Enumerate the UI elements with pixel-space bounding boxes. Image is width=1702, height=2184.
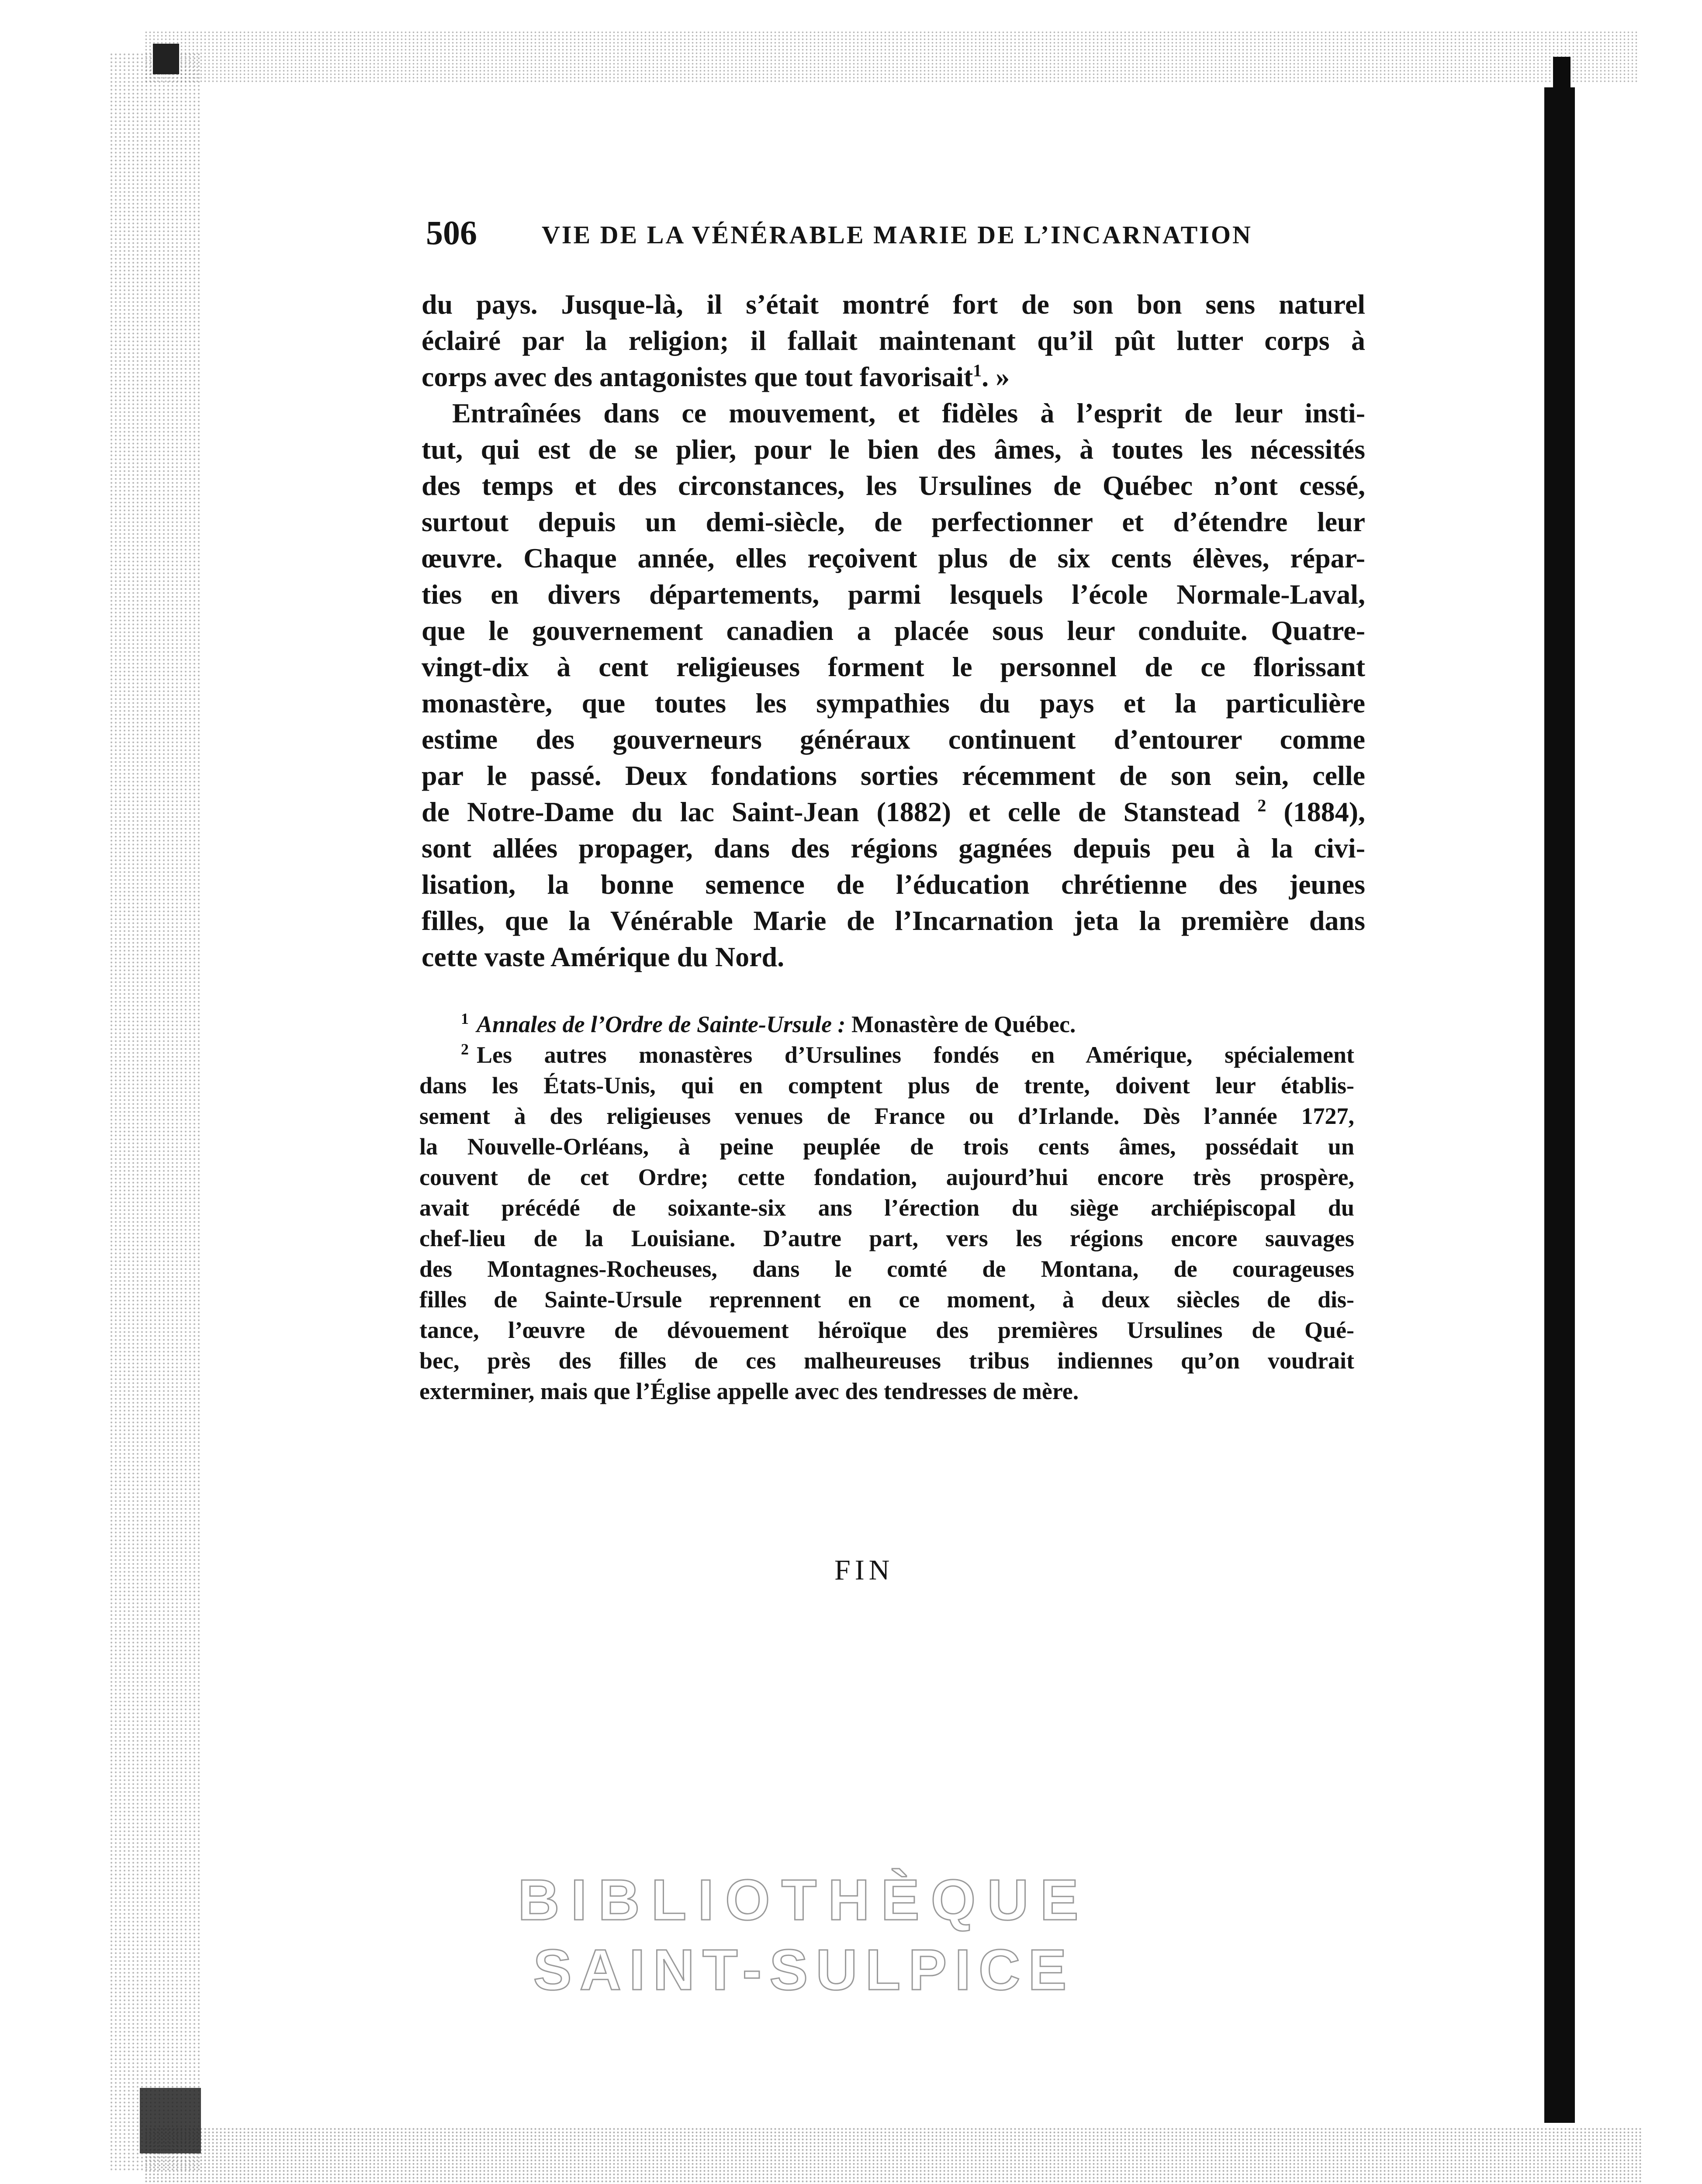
text-line: filles, que la Vénérable Marie de l’Incarnation jeta la première dans	[422, 905, 1365, 936]
end-mark: FIN	[834, 1554, 894, 1586]
footnote-2-line: dans les États-Unis, qui en comptent plus de trente, doivent leur établis-	[419, 1072, 1354, 1099]
page-number: 506	[426, 214, 477, 252]
text-line: ties en divers départements, parmi lesquels l’école Normale-Laval,	[422, 579, 1365, 610]
text-line: du pays. Jusque-là, il s’était montré fort de son bon sens naturel	[422, 289, 1365, 320]
footnote-2-line: des Montagnes-Rocheuses, dans le comté de Montana, de courageuses	[419, 1256, 1354, 1282]
scan-noise-left-edge	[109, 52, 201, 2171]
text-line: que le gouvernement canadien a placée sous leur conduite. Quatre-	[422, 615, 1365, 646]
footnote-2-line: la Nouvelle-Orléans, à peine peuplée de trois cents âmes, possédait un	[419, 1133, 1354, 1160]
footnote-2-line: sement à des religieuses venues de France ou d’Irlande. Dès l’année 1727,	[419, 1103, 1354, 1129]
text-line: monastère, que toutes les sympathies du pays et la particulière	[422, 688, 1365, 719]
text-line: corps avec des antagonistes que tout favorisait$^1$. »	[422, 360, 1010, 392]
scan-noise-top-edge	[144, 31, 1638, 83]
text-line: par le passé. Deux fondations sorties récemment de son sein, celle	[422, 760, 1365, 791]
footnote-1	[419, 1009, 1354, 1040]
text-line: de Notre-Dame du lac Saint-Jean (1882) et celle de Stanstead $^2$ (1884),	[422, 795, 1366, 827]
running-title: VIE DE LA VÉNÉRABLE MARIE DE L’INCARNATION	[542, 221, 1252, 249]
footnote-2-line: couvent de cet Ordre; cette fondation, aujourd’hui encore très prospère,	[419, 1164, 1354, 1190]
scan-noise-bottom-edge	[144, 2127, 1643, 2184]
footnote-2-line: $^2$ Les autres monastères d’Ursulines fondés en Amérique, spécialement	[461, 1040, 1354, 1068]
scan-corner-mark-top-left	[153, 44, 179, 74]
text-line: Entraînées dans ce mouvement, et fidèles à l’esprit de leur insti-	[452, 397, 1365, 429]
stamp-line-1: BIBLIOTHÈQUE	[518, 1868, 1090, 1932]
scan-corner-mark-bottom-left	[140, 2088, 201, 2153]
footnote-2-line: tance, l’œuvre de dévouement héroïque des premières Ursulines de Qué-	[419, 1317, 1354, 1343]
footnote-2-line: bec, près des filles de ces malheureuses tribus indiennes qu’on voudrait	[419, 1348, 1354, 1374]
text-line: des temps et des circonstances, les Ursulines de Québec n’ont cessé,	[422, 470, 1365, 501]
text-line: éclairé par la religion; il fallait maintenant qu’il pût lutter corps à	[422, 325, 1365, 356]
note-reference-2: 2	[1257, 795, 1266, 816]
footnote-2-line: exterminer, mais que l’Église appelle avec des tendresses de mère.	[419, 1378, 1079, 1404]
scan-binding-shadow-bar	[1544, 87, 1575, 2123]
footnote-2-line: avait précédé de soixante-six ans l’érection du siège archiépiscopal du	[419, 1195, 1354, 1221]
main-text	[422, 286, 1365, 975]
footnote-2-line: chef-lieu de la Louisiane. D’autre part, vers les régions encore sauvages	[419, 1225, 1354, 1251]
footnote-1-text: Monastère de Québec.	[851, 1011, 1076, 1037]
note-reference-1: 1	[973, 360, 982, 380]
text-line: vingt-dix à cent religieuses forment le personnel de ce florissant	[422, 651, 1365, 682]
text-line: cette vaste Amérique du Nord.	[422, 941, 785, 972]
text-line: tut, qui est de se plier, pour le bien des âmes, à toutes les nécessités	[422, 434, 1365, 465]
footnote-2-line: filles de Sainte-Ursule reprennent en ce moment, à deux siècles de dis-	[419, 1286, 1354, 1313]
text-line: lisation, la bonne semence de l’éducation chrétienne des jeunes	[422, 869, 1365, 900]
text-line: estime des gouverneurs généraux continuent d’entourer comme	[422, 724, 1365, 755]
text-line: sont allées propager, dans des régions gagnées depuis peu à la civi-	[422, 833, 1365, 864]
stamp-line-2: SAINT-SULPICE	[533, 1938, 1075, 2002]
text-line: surtout depuis un demi-siècle, de perfectionner et d’étendre leur	[422, 506, 1365, 537]
footnote-1-source: Annales de l’Ordre de Sainte-Ursule :	[477, 1011, 846, 1037]
text-line: œuvre. Chaque année, elles reçoivent plus de six cents élèves, répar-	[422, 543, 1365, 574]
footnote-1-mark: 1	[461, 1010, 469, 1027]
library-stamp	[511, 1865, 1097, 2005]
page-header	[426, 209, 1278, 257]
footnote-2-mark: 2	[461, 1040, 469, 1058]
footnotes	[419, 1009, 1354, 1406]
